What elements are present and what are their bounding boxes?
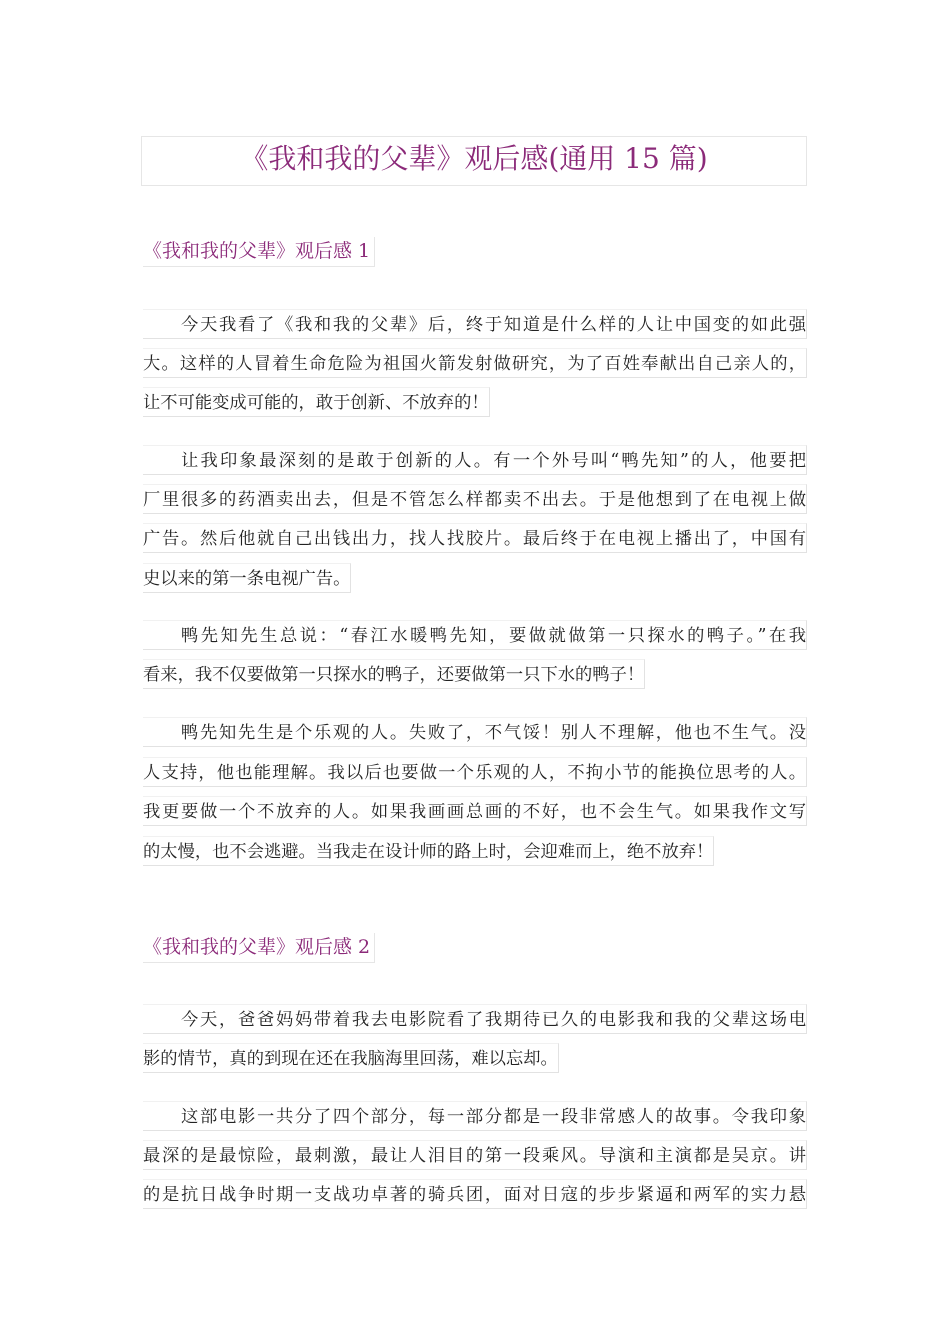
paragraph-line: 史以来的第一条电视广告。 [143, 563, 351, 593]
paragraph-line: 让不可能变成可能的，敢于创新、不放弃的！ [143, 387, 490, 417]
paragraph-line: 的太慢，也不会逃避。当我走在设计师的路上时，会迎难而上，绝不放弃！ [143, 836, 714, 866]
paragraph-line: 最深的是最惊险，最刺激，最让人泪目的第一段乘风。导演和主演都是吴京。讲 [143, 1140, 807, 1170]
paragraph-line: 广告。然后他就自己出钱出力，找人找胶片。最后终于在电视上播出了，中国有 [143, 523, 807, 553]
paragraph-line: 让我印象最深刻的是敢于创新的人。有一个外号叫“鸭先知”的人，他要把 [143, 445, 807, 475]
paragraph-line: 今天我看了《我和我的父辈》后，终于知道是什么样的人让中国变的如此强 [143, 309, 807, 339]
paragraph-line: 今天，爸爸妈妈带着我去电影院看了我期待已久的电影我和我的父辈这场电 [143, 1004, 807, 1034]
paragraph-line: 影的情节，真的到现在还在我脑海里回荡，难以忘却。 [143, 1043, 559, 1073]
paragraph-line: 我更要做一个不放弃的人。如果我画画总画的不好，也不会生气。如果我作文写 [143, 796, 807, 826]
paragraph-line: 鸭先知先生是个乐观的人。失败了，不气馁！别人不理解，他也不生气。没 [143, 717, 807, 747]
paragraph-line: 人支持，他也能理解。我以后也要做一个乐观的人，不拘小节的能换位思考的人。 [143, 757, 807, 787]
paragraph-line: 的是抗日战争时期一支战功卓著的骑兵团，面对日寇的步步紧逼和两军的实力悬 [143, 1179, 807, 1209]
paragraph-line: 看来，我不仅要做第一只探水的鸭子，还要做第一只下水的鸭子！ [143, 659, 645, 689]
document-title: 《我和我的父辈》观后感(通用 15 篇) [141, 136, 807, 186]
paragraph-line: 这部电影一共分了四个部分，每一部分都是一段非常感人的故事。令我印象 [143, 1101, 807, 1131]
paragraph-line: 厂里很多的药酒卖出去，但是不管怎么样都卖不出去。于是他想到了在电视上做 [143, 484, 807, 514]
section-heading-1: 《我和我的父辈》观后感 1 [143, 237, 375, 267]
paragraph-line: 大。这样的人冒着生命危险为祖国火箭发射做研究，为了百姓奉献出自己亲人的， [143, 348, 807, 378]
paragraph-line: 鸭先知先生总说：“春江水暖鸭先知，要做就做第一只探水的鸭子。”在我 [143, 620, 807, 650]
section-heading-2: 《我和我的父辈》观后感 2 [143, 933, 375, 963]
